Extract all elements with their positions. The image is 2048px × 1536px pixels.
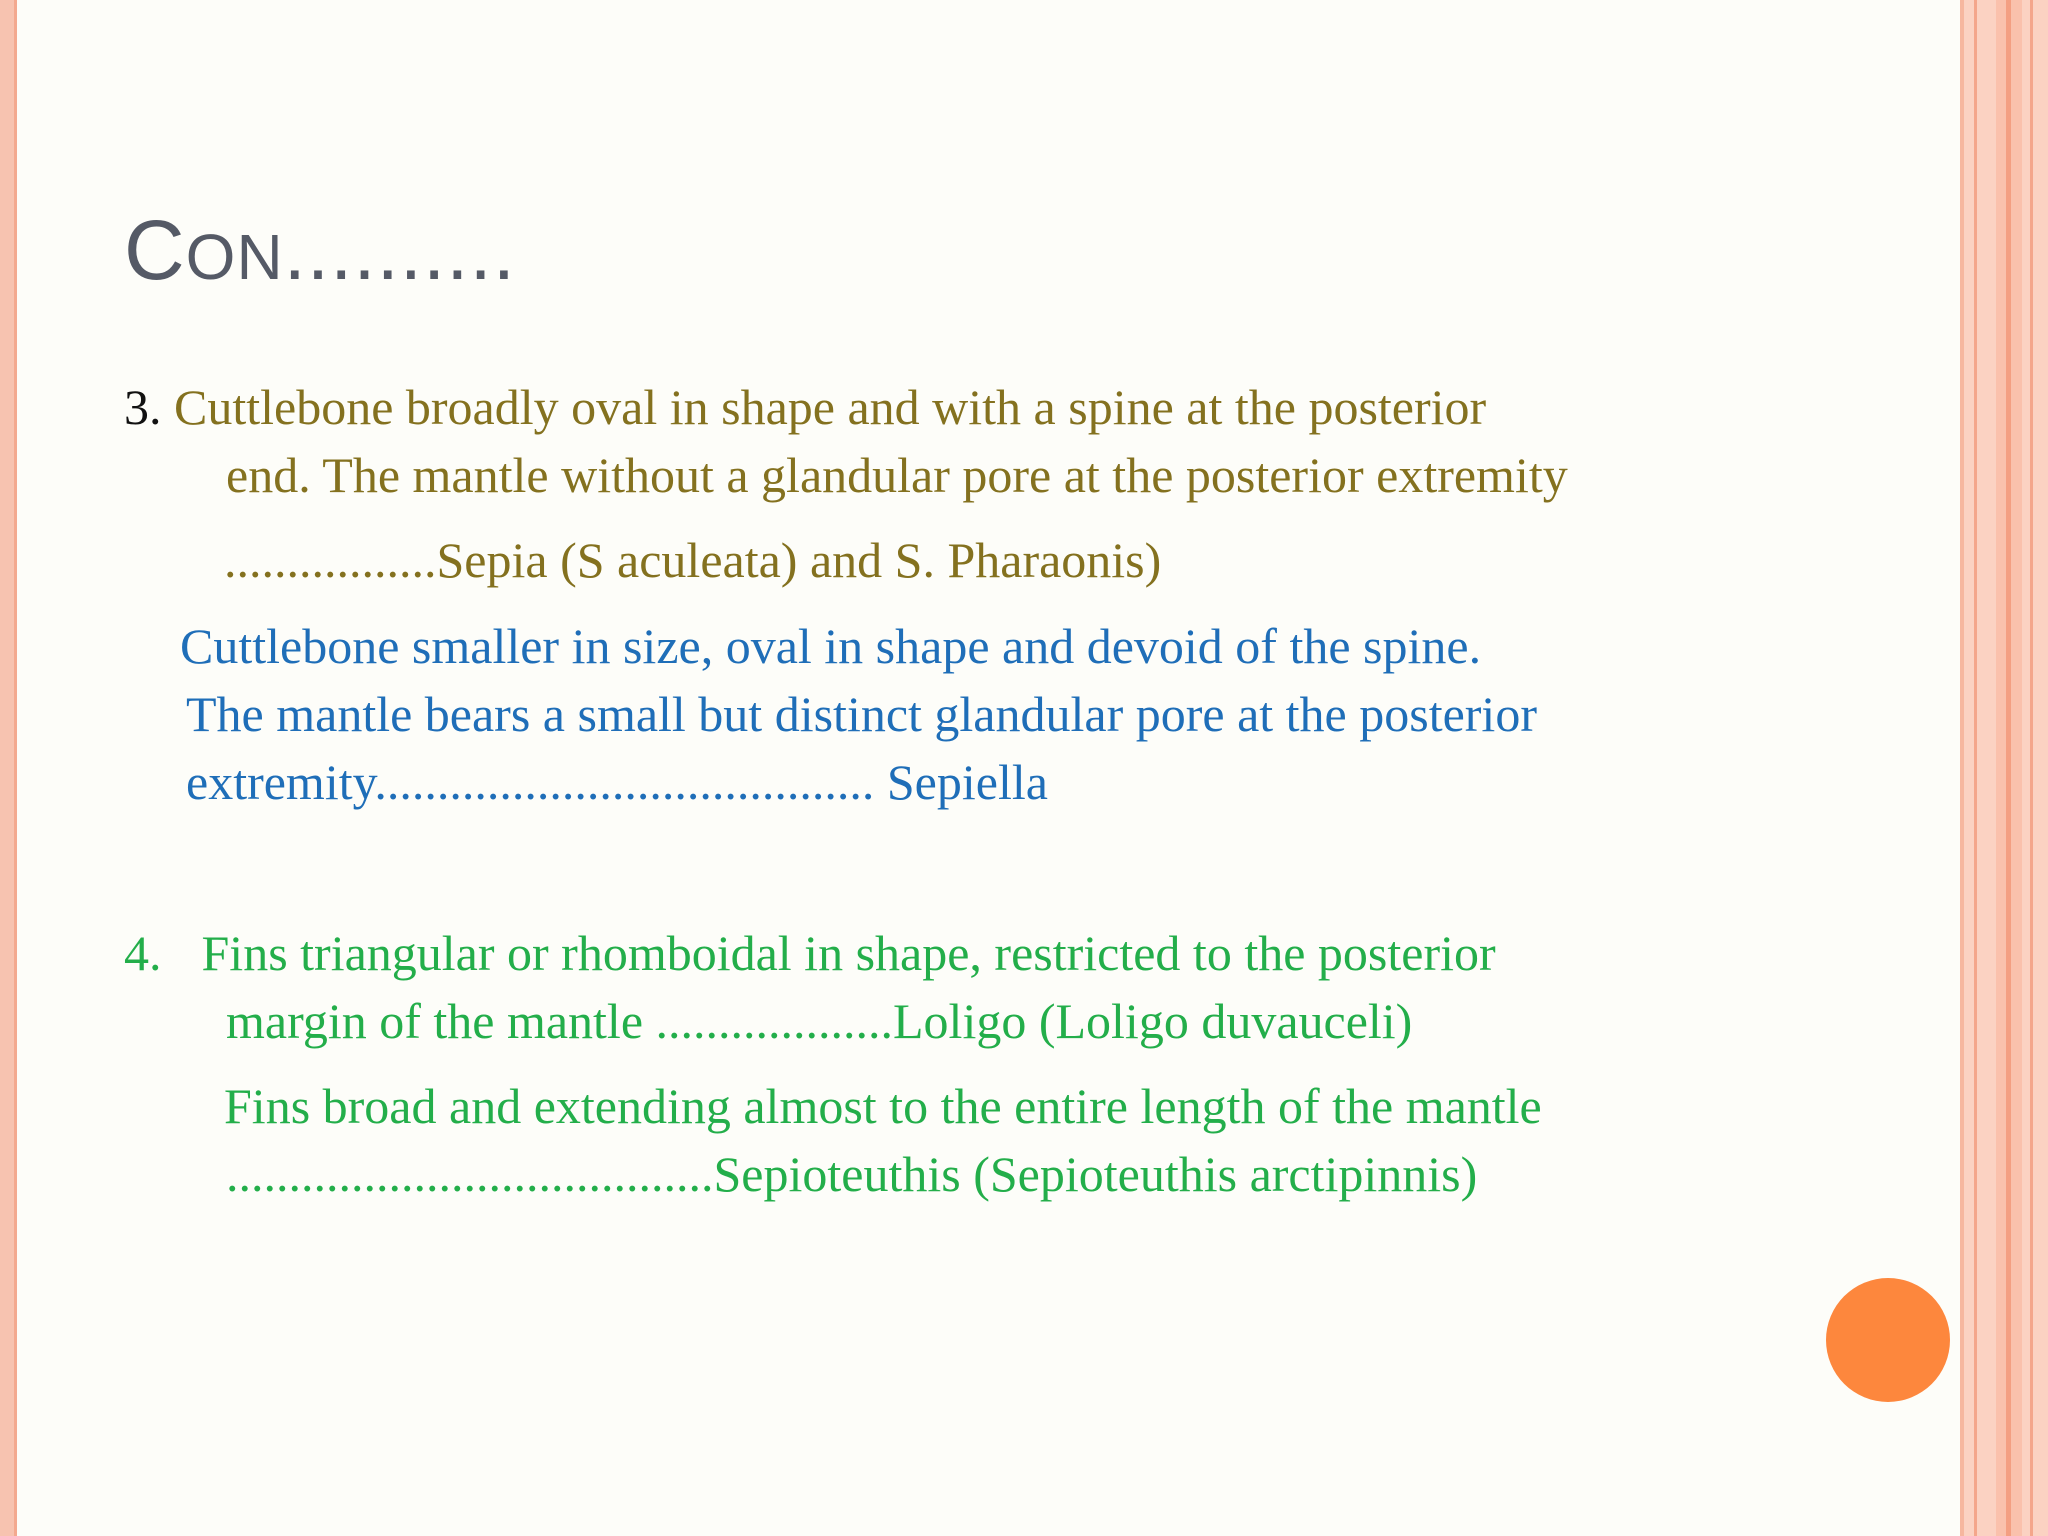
item3-alt-line1: Cuttlebone smaller in size, oval in shape and devoid of the spine.	[180, 618, 1482, 674]
item4-line1	[124, 925, 1496, 981]
item3-line2: end. The mantle without a glandular pore at the posterior extremity	[226, 447, 1568, 503]
slide-title	[124, 203, 516, 297]
item3-text-line1: Cuttlebone broadly oval in shape and with a spine at the posterior	[161, 379, 1487, 435]
border-stripe	[1960, 0, 1964, 1536]
item4-alt-line2: .......................................Sepioteuthis (Sepioteuthis arctipinnis)	[226, 1146, 1478, 1202]
border-stripe	[1974, 0, 1977, 1536]
item4-number: 4.	[124, 925, 162, 981]
title-dots: ..........	[283, 207, 516, 296]
right-border-decoration	[1960, 0, 2048, 1536]
item3-number: 3.	[124, 379, 162, 435]
border-stripe	[2030, 0, 2033, 1536]
item3-alt-line3: extremity........................................ Sepiella	[186, 754, 1048, 810]
title-cap: C	[124, 203, 186, 297]
item4-line2: margin of the mantle ...................Loligo (Loligo duvauceli)	[226, 993, 1413, 1049]
item4-alt-line1: Fins broad and extending almost to the entire length of the mantle	[224, 1078, 1542, 1134]
item3-line1	[124, 379, 1487, 435]
border-stripe	[2006, 0, 2011, 1536]
title-smallcaps: ON	[185, 221, 284, 293]
item3-alt-line2: The mantle bears a small but distinct glandular pore at the posterior	[186, 686, 1537, 742]
left-border-decoration	[0, 0, 17, 1536]
item3-line3: .................Sepia (S aculeata) and S. Pharaonis)	[224, 532, 1162, 588]
item4-text-line1: Fins triangular or rhomboidal in shape, restricted to the posterior	[201, 925, 1496, 981]
accent-circle	[1826, 1278, 1950, 1402]
